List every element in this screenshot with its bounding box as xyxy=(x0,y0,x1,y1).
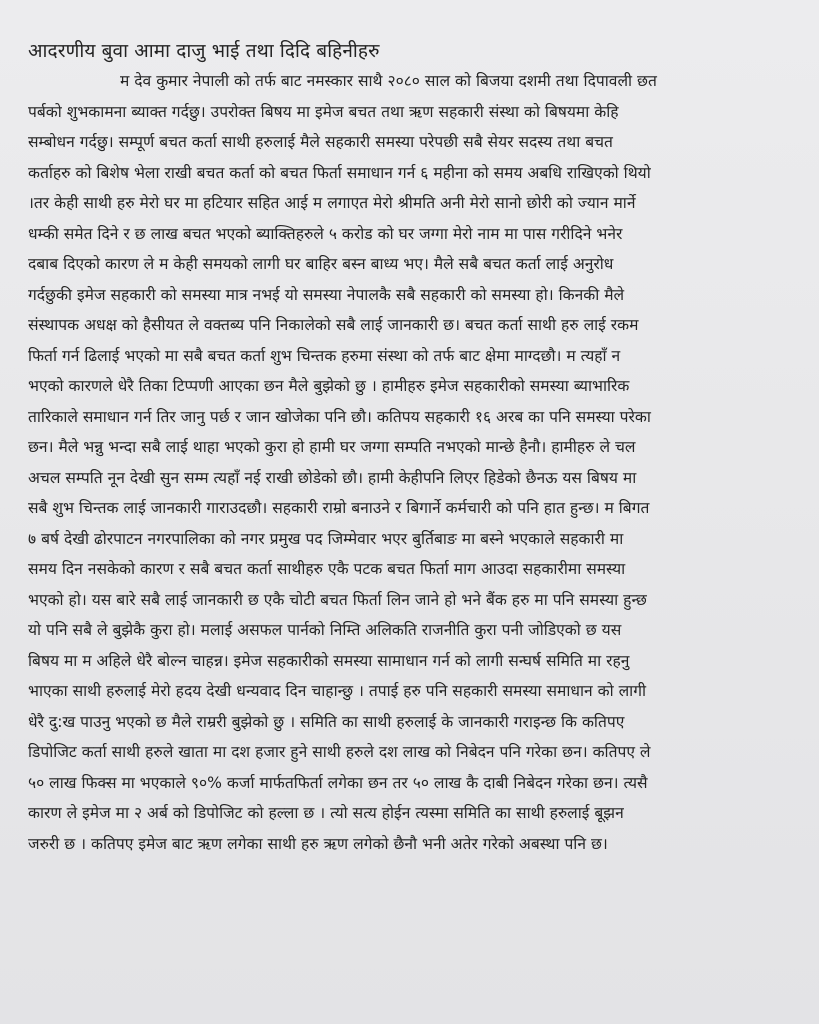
letter-line: धम्की समेत दिने र छ लाख बचत भएको ब्याक्तिहरुले ५ करोड को घर जग्गा मेरो नाम मा पास गरीदिने भनेर xyxy=(28,224,623,243)
letter-line: ५० लाख फिक्स मा भएकाले ९०% कर्जा मार्फतफिर्ता लगेका छन तर ५० लाख कै दाबी निबेदन गरेका छन। त्यसै xyxy=(28,773,648,792)
letter-page xyxy=(28,36,798,859)
letter-line: पर्बको शुभकामना ब्याक्त गर्दछु। उपरोक्त बिषय मा इमेज बचत तथा ऋण सहकारी संस्था को बिषयमा केहि xyxy=(28,102,619,121)
letter-line: संस्थापक अधक्ष को हैसीयत ले वक्तब्य पनि निकालेको सबै लाई जानकारी छ। बचत कर्ता साथी हरु लाई रकम xyxy=(28,316,639,334)
letter-line: म देव कुमार नेपाली को तर्फ बाट नमस्कार साथै २०८० साल को बिजया दशमी तथा दिपावली छत xyxy=(120,72,657,90)
letter-line: यो पनि सबै ले बुझेकै कुरा हो। मलाई असफल पार्नको निम्ति अलिकति राजनीति कुरा पनी जोडिएको छ यस xyxy=(28,621,622,639)
letter-line: कारण ले इमेज मा २ अर्ब को डिपोजिट को हल्ला छ । त्यो सत्य होईन त्यस्मा समिति का साथी हरुलाई बूझन xyxy=(28,804,624,822)
letter-line: भएको कारणले धेरै तिका टिप्पणी आएका छन मैले बुझेको छु । हामीहरु इमेज सहकारीको समस्या ब्याभारिक xyxy=(28,377,630,395)
letter-line: छन। मैले भन्नु भन्दा सबै लाई थाहा भएको कुरा हो हामी घर जग्गा सम्पति नभएको मान्छे हैनौ। हामीहरु ले चल xyxy=(28,438,636,456)
letter-line: तारिकाले समाधान गर्न तिर जानु पर्छ र जान खोजेका पनि छौ। कतिपय सहकारी १६ अरब का पनि समस्या परेका xyxy=(28,407,651,426)
letter-line: दबाब दिएको कारण ले म केही समयको लागी घर बाहिर बस्न बाध्य भए। मैले सबै बचत कर्ता लाई अनुरोध xyxy=(28,255,614,273)
letter-line: गर्दछुकी इमेज सहकारी को समस्या मात्र नभई यो समस्या नेपालकै सबै सहकारी को समस्या हो। किनकी मैले xyxy=(28,285,625,304)
letter-salutation: आदरणीय बुवा आमा दाजु भाई तथा दिदि बहिनीहरु xyxy=(28,40,380,62)
letter-line: सम्बोधन गर्दछु। सम्पूर्ण बचत कर्ता साथी हरुलाई मैले सहकारी समस्या परेपछी सबै सेयर सदस्य तथा बचत xyxy=(28,133,613,151)
letter-line: ।तर केही साथी हरु मेरो घर मा हटियार सहित आई म लगाएत मेरो श्रीमति अनी मेरो सानो छोरी को ज्यान मार्ने xyxy=(28,194,636,212)
letter-line: जरुरी छ । कतिपए इमेज बाट ऋण लगेका साथी हरु ऋण लगेको छैनौ भनी अतेर गरेको अबस्था पनि छ। xyxy=(28,834,608,853)
letter-line: सबै शुभ चिन्तक लाई जानकारी गाराउदछौ। सहकारी राम्रो बनाउने र बिगार्ने कर्मचारी को पनि हात हुन्छ। म बिगत xyxy=(28,499,650,517)
letter-line: ७ बर्ष देखी ढोरपाटन नगरपालिका को नगर प्रमुख पद जिम्मेवार भएर बुर्तिबाङ मा बस्ने भएकाले सहकारी मा xyxy=(28,529,624,548)
letter-body xyxy=(28,66,798,859)
letter-line: फिर्ता गर्न ढिलाई भएको मा सबै बचत कर्ता शुभ चिन्तक हरुमा संस्था को तर्फ बाट क्षेमा माग्दछौ। म त्यहाँ न xyxy=(28,346,621,365)
letter-line: कर्ताहरु को बिशेष भेला राखी बचत कर्ता को बचत फिर्ता समाधान गर्न ६ महीना को समय अबधि राखिएको थियो xyxy=(28,163,651,182)
letter-line: धेरै दु:ख पाउनु भएको छ मैले राम्ररी बुझेको छु । समिति का साथी हरुलाई के जानकारी गराइन्छ कि कतिपए xyxy=(28,712,625,731)
letter-line: भाएका साथी हरुलाई मेरो हदय देखी धन्यवाद दिन चाहान्छु । तपाई हरु पनि सहकारी समस्या समाधान को लागी xyxy=(28,682,647,700)
letter-line: समय दिन नसकेको कारण र सबै बचत कर्ता साथीहरु एकै पटक बचत फिर्ता माग आउदा सहकारीमा समस्या xyxy=(28,560,626,578)
letter-line: अचल सम्पति नून देखी सुन सम्म त्यहाँ नई राखी छोडेको छौ। हामी केहीपनि लिएर हिडेको छैनऊ यस बिषय मा xyxy=(28,468,637,487)
letter-line: बिषय मा म अहिले धेरै बोल्न चाहन्न। इमेज सहकारीको समस्या सामाधान गर्न को लागी सन्घर्ष समिति मा रहनु xyxy=(28,651,630,670)
letter-line: भएको हो। यस बारे सबै लाई जानकारी छ एकै चोटी बचत फिर्ता लिन जाने हो भने बैंक हरु मा पनि समस्या हुन्छ xyxy=(28,590,647,609)
letter-line: डिपोजिट कर्ता साथी हरुले खाता मा दश हजार हुने साथी हरुले दश लाख को निबेदन पनि गरेका छन। कतिपए ले xyxy=(28,743,651,761)
